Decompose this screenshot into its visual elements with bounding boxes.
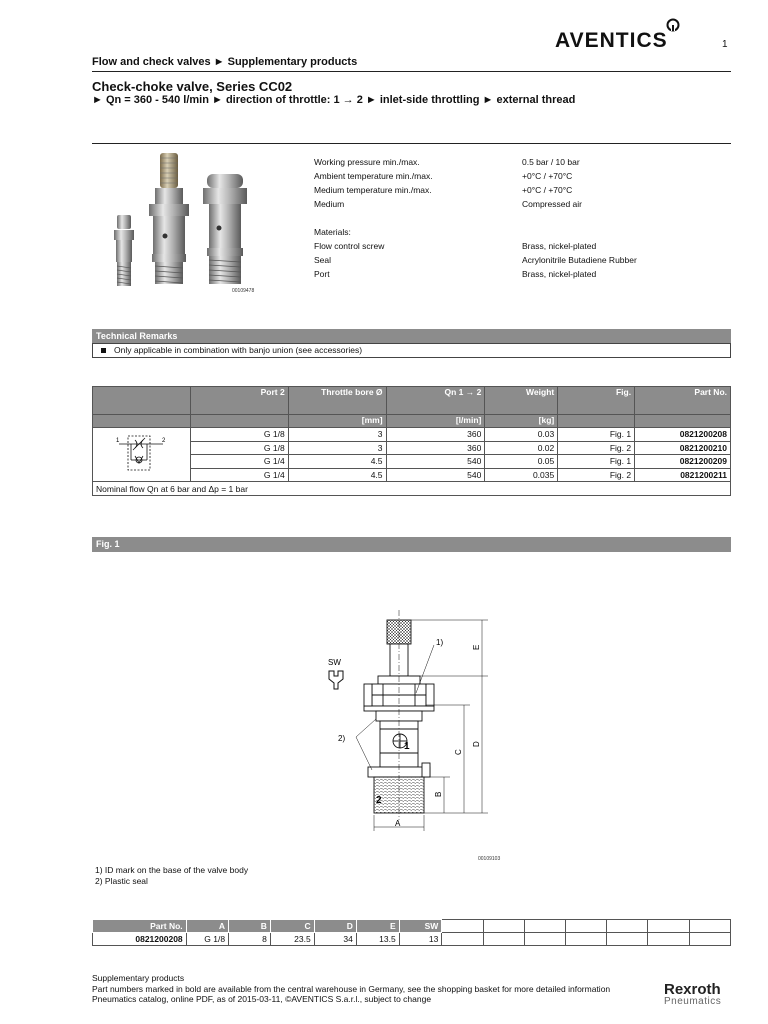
header-port: Port 2	[190, 387, 288, 415]
specs-block	[314, 155, 637, 281]
fig1-note: 1) ID mark on the base of the valve body	[95, 865, 249, 875]
unit-bore: [mm]	[288, 415, 386, 428]
fig1-image-code: 00109103	[478, 856, 501, 862]
footer-line: Part numbers marked in bold are available from the central warehouse in Germany, see the shopping basket for more detailed information	[92, 983, 611, 994]
header-bore: Throttle bore Ø	[288, 387, 386, 415]
dim-cell-empty	[689, 933, 730, 946]
dim-cell-empty	[483, 933, 524, 946]
cell-part[interactable]: 0821200208	[635, 428, 731, 442]
dim-header-empty	[566, 920, 607, 933]
header-fig: Fig.	[558, 387, 635, 415]
dim-cell-d: 34	[314, 933, 356, 946]
aventics-mark-icon	[666, 18, 680, 32]
label-dim-d: D	[472, 741, 481, 747]
dim-cell-empty	[524, 933, 565, 946]
cell-fig: Fig. 1	[558, 428, 635, 442]
unit-qn: [l/min]	[386, 415, 485, 428]
material-value: Brass, nickel-plated	[522, 269, 597, 279]
dim-cell-c: 23.5	[270, 933, 314, 946]
dim-header-b: B	[229, 920, 271, 933]
material-value: Brass, nickel-plated	[522, 241, 597, 251]
dim-cell-a: G 1/8	[186, 933, 228, 946]
dim-header-sw: SW	[399, 920, 442, 933]
cell-part[interactable]: 0821200209	[635, 455, 731, 469]
breadcrumb: Flow and check valves ► Supplementary products	[92, 56, 358, 68]
footer	[92, 973, 637, 1005]
cell-fig: Fig. 2	[558, 441, 635, 455]
spec-label: Medium temperature min./max.	[314, 185, 432, 195]
cell-port: G 1/4	[190, 455, 288, 469]
material-label: Flow control screw	[314, 241, 385, 251]
cell-bore: 3	[288, 441, 386, 455]
label-sw: SW	[328, 658, 341, 667]
cell-weight: 0.035	[485, 468, 558, 482]
label-dim-e: E	[472, 644, 481, 650]
spec-row	[314, 183, 637, 197]
cell-port: G 1/4	[190, 468, 288, 482]
label-dim-c: C	[454, 749, 463, 755]
dim-cell-empty	[648, 933, 689, 946]
aventics-logo: AVENTICS	[555, 29, 668, 52]
unit-port	[190, 415, 288, 428]
footer-line: Supplementary products	[92, 973, 185, 983]
cell-bore: 3	[288, 428, 386, 442]
fig1-drawing	[320, 605, 520, 835]
technical-remarks-header: Technical Remarks	[92, 329, 731, 343]
remark-text: Only applicable in combination with banjo union (see accessories)	[114, 345, 363, 355]
product-table	[92, 386, 731, 496]
spec-row	[314, 197, 637, 211]
unit-part	[635, 415, 731, 428]
material-row	[314, 267, 637, 281]
header-weight: Weight	[485, 387, 558, 415]
cell-weight: 0.02	[485, 441, 558, 455]
pneumatics-label: Pneumatics	[664, 996, 722, 1007]
dim-cell-sw: 13	[399, 933, 442, 946]
material-value: Acrylonitrile Butadiene Rubber	[522, 255, 637, 265]
label-port1: 1	[404, 741, 410, 752]
dim-header-empty	[689, 920, 730, 933]
material-label: Seal	[314, 255, 332, 265]
label-note2: 2)	[338, 734, 346, 743]
rexroth-logo: Rexroth	[664, 981, 721, 998]
spec-label: Working pressure min./max.	[314, 157, 420, 167]
cell-port: G 1/8	[190, 441, 288, 455]
cell-qn: 540	[386, 455, 485, 469]
unit-weight: [kg]	[485, 415, 558, 428]
header-qn: Qn 1 → 2	[386, 387, 485, 415]
page-title: Check-choke valve, Series CC02	[92, 79, 293, 94]
dim-cell-part[interactable]: 0821200208	[93, 933, 187, 946]
cell-part[interactable]: 0821200210	[635, 441, 731, 455]
material-row	[314, 253, 637, 267]
page-subtitle: ► Qn = 360 - 540 l/min ► direction of throttle: 1 → 2 ► inlet-side throttling ► external thread	[92, 94, 576, 106]
cell-bore: 4.5	[288, 455, 386, 469]
spec-value: +0°C / +70°C	[522, 185, 573, 195]
footer-line: Pneumatics catalog, online PDF, as of 2015-03-11, ©AVENTICS S.a.r.l., subject to change	[92, 994, 432, 1004]
header-symbol	[93, 387, 191, 415]
bullet-square-icon	[101, 348, 106, 353]
dim-header-a: A	[186, 920, 228, 933]
dim-header-empty	[648, 920, 689, 933]
cell-weight: 0.05	[485, 455, 558, 469]
cell-bore: 4.5	[288, 468, 386, 482]
dim-header-empty	[442, 920, 483, 933]
cell-weight: 0.03	[485, 428, 558, 442]
section-rule	[92, 143, 731, 144]
technical-remark	[92, 343, 731, 358]
cell-qn: 360	[386, 441, 485, 455]
dim-cell-empty	[442, 933, 483, 946]
dim-header-part: Part No.	[93, 920, 187, 933]
cell-qn: 540	[386, 468, 485, 482]
cell-part[interactable]: 0821200211	[635, 468, 731, 482]
label-dim-b: B	[434, 791, 443, 797]
header-part: Part No.	[635, 387, 731, 415]
cell-fig: Fig. 1	[558, 455, 635, 469]
valve-symbol-cell	[93, 428, 191, 482]
symbol-label-1: 1	[116, 438, 120, 444]
product-image-code: 00109478	[232, 288, 255, 294]
page-number: 1	[722, 39, 728, 50]
dim-header-d: D	[314, 920, 356, 933]
unit-fig	[558, 415, 635, 428]
cell-qn: 360	[386, 428, 485, 442]
spec-spacer	[314, 211, 637, 225]
dim-header-empty	[607, 920, 648, 933]
spec-label: Medium	[314, 199, 345, 209]
dimension-table	[92, 919, 731, 946]
spec-value: Compressed air	[522, 199, 582, 209]
spec-label: Ambient temperature min./max.	[314, 171, 433, 181]
dim-header-empty	[483, 920, 524, 933]
product-photo	[105, 150, 255, 295]
table-row	[93, 933, 731, 946]
spec-value: +0°C / +70°C	[522, 171, 573, 181]
symbol-label-2: 2	[162, 438, 166, 444]
cell-fig: Fig. 2	[558, 468, 635, 482]
dim-cell-empty	[566, 933, 607, 946]
fig1-note: 2) Plastic seal	[95, 876, 148, 886]
label-port2: 2	[376, 795, 382, 806]
fig1-header: Fig. 1	[92, 537, 731, 552]
materials-heading: Materials:	[314, 227, 351, 237]
table-note: Nominal flow Qn at 6 bar and Δp = 1 bar	[93, 482, 731, 496]
table-row	[93, 428, 731, 442]
spec-value: 0.5 bar / 10 bar	[522, 157, 580, 167]
fig1-notes	[95, 865, 248, 887]
dim-header-empty	[524, 920, 565, 933]
material-row	[314, 239, 637, 253]
dim-header-e: E	[356, 920, 399, 933]
dim-cell-empty	[607, 933, 648, 946]
dim-header-c: C	[270, 920, 314, 933]
header-rule	[92, 71, 731, 72]
cell-port: G 1/8	[190, 428, 288, 442]
spec-row	[314, 155, 637, 169]
material-label: Port	[314, 269, 330, 279]
label-dim-a: A	[395, 819, 401, 828]
label-note1: 1)	[436, 638, 444, 647]
dim-cell-e: 13.5	[356, 933, 399, 946]
dim-cell-b: 8	[229, 933, 271, 946]
spec-row	[314, 169, 637, 183]
unit-symbol	[93, 415, 191, 428]
check-choke-symbol-icon	[111, 430, 171, 476]
wrench-icon	[329, 671, 343, 689]
